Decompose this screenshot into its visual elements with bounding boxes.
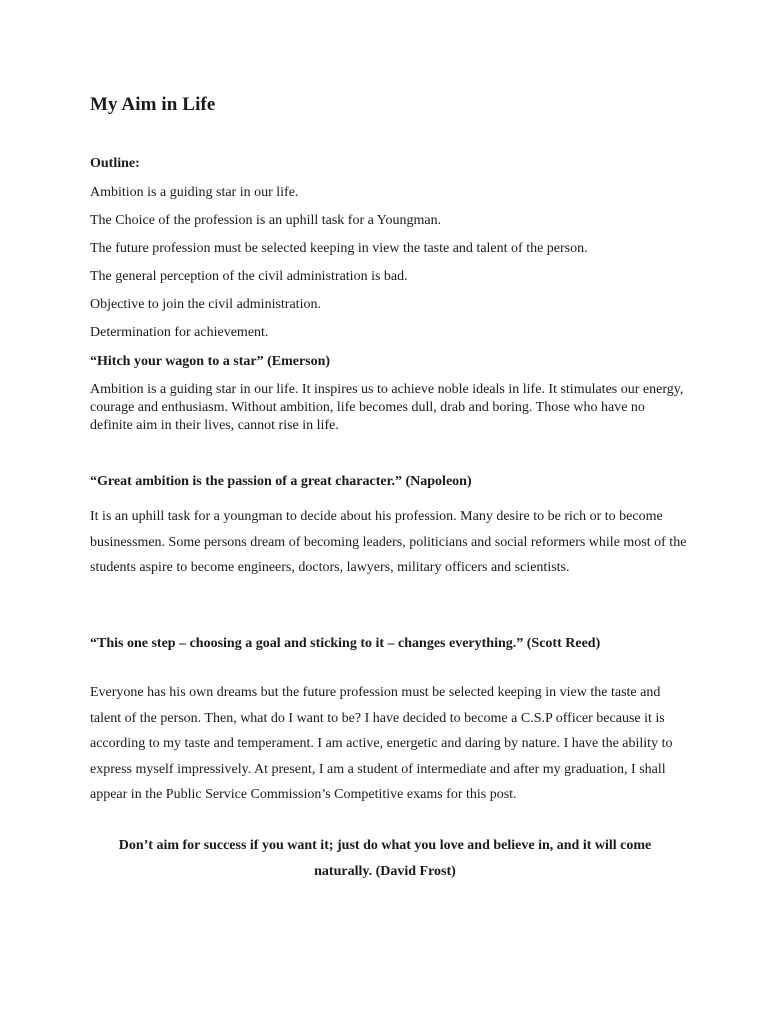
outline-heading: Outline: [90,156,140,171]
document-title: My Aim in Life [90,94,216,115]
paragraph-ambition: Ambition is a guiding star in our life. It inspires us to achieve noble ideals in life. It stimulates our energy, courage and enthusiasm. Without ambition, life becomes dull, drab and boring. Those who have no definite aim in their lives, cannot rise in life. [90,382,684,433]
outline-item: Ambition is a guiding star in our life. [90,185,299,200]
outline-item: The future profession must be selected keeping in view the taste and talent of the person. [90,241,588,256]
paragraph-dreams: Everyone has his own dreams but the future profession must be selected keeping in view the taste and talent of the person. Then, what do I want to be? I have decided to become a C.S.P officer because it is according to my taste and temperament. I am active, energetic and daring by nature. I have the ability to express myself impressively. At present, I am a student of intermediate and after my graduation, I shall appear in the Public Service Commission’s Competitive exams for this post. [90,685,673,802]
quote-napoleon: “Great ambition is the passion of a great character.” (Napoleon) [90,474,472,489]
outline-list [90,184,588,352]
outline-item: Objective to join the civil administration. [90,297,321,312]
outline-item: The general perception of the civil administration is bad. [90,269,408,284]
quote-scott-reed: “This one step – choosing a goal and sticking to it – changes everything.” (Scott Reed) [90,636,601,651]
paragraph-profession: It is an uphill task for a youngman to decide about his profession. Many desire to be rich or to become businessmen. Some persons dream of becoming leaders, politicians and social reformers while most of the students aspire to become engineers, doctors, lawyers, military officers and scientists. [90,509,687,575]
quote-emerson: “Hitch your wagon to a star” (Emerson) [90,354,331,369]
outline-item: Determination for achievement. [90,325,269,340]
outline-item: The Choice of the profession is an uphill task for a Youngman. [90,213,442,228]
quote-david-frost: Don’t aim for success if you want it; just do what you love and believe in, and it will come naturally. (David Frost) [118,838,652,879]
